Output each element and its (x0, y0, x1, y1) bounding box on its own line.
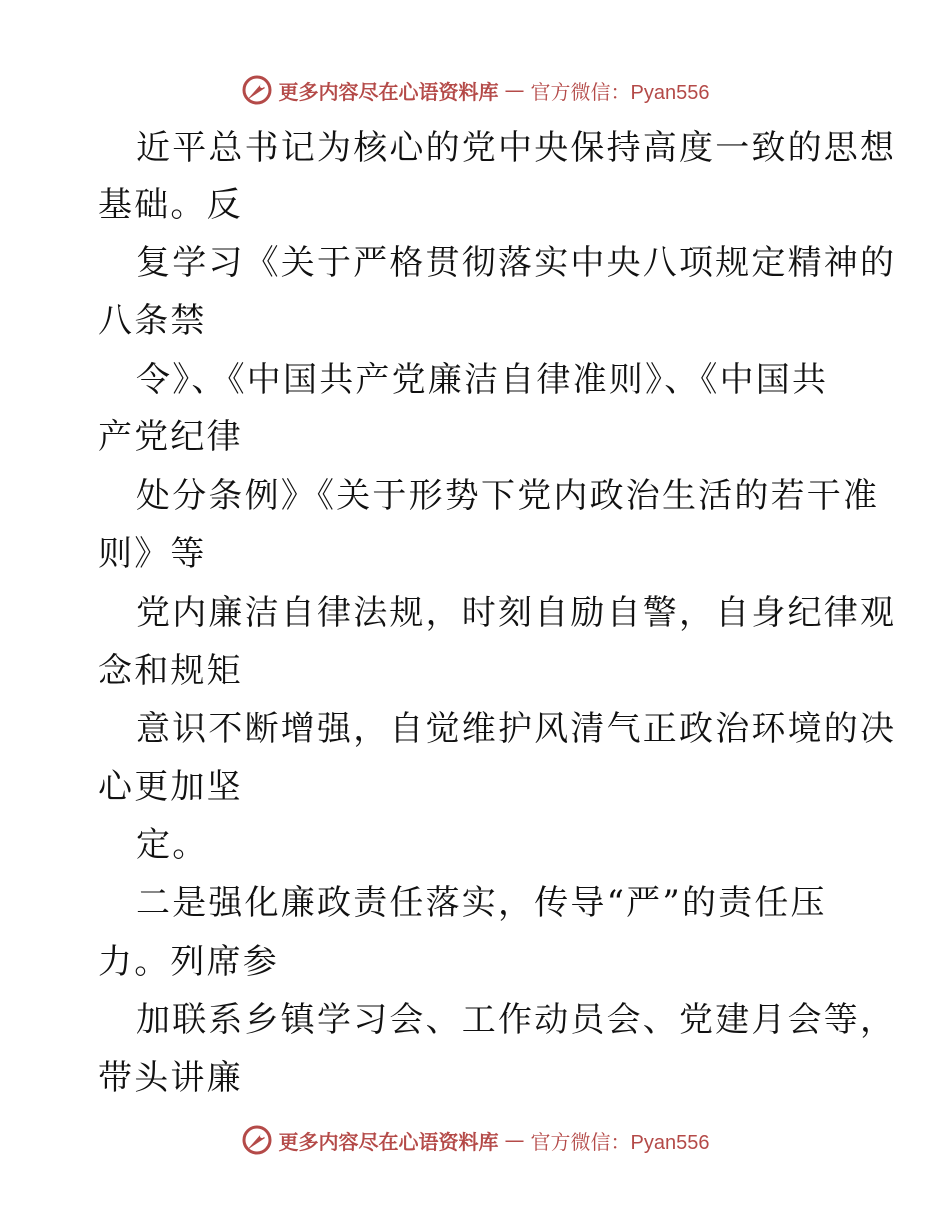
text-line: 加联系乡镇学习会、工作动员会、党建月会等， (136, 1000, 897, 1040)
watermark-text: 更多内容尽在心语资料库 (278, 1129, 499, 1154)
text-line: 二是强化廉政责任落实，传导“严”的责任压 (136, 883, 827, 923)
watermark-account: 官方微信：Pyan556 (530, 81, 710, 104)
text-line: 力。列席参 (98, 942, 279, 982)
watermark-separator: — (504, 78, 525, 102)
text-line: 产党纪律 (98, 417, 243, 457)
text-line: 处分条例》《关于形势下党内政治生活的若干准 (136, 476, 880, 516)
text-line: 复学习《关于严格贯彻落实中央八项规定精神的 (136, 243, 897, 283)
text-line: 令》、《中国共产党廉洁自律准则》、《中国共 (136, 360, 829, 400)
text-line: 近平总书记为核心的党中央保持高度一致的思想 (136, 128, 897, 168)
text-line: 定。 (136, 825, 209, 865)
text-line: 带头讲廉 (98, 1058, 243, 1098)
watermark-separator: — (504, 1128, 525, 1152)
pen-nib-circle-icon (241, 1124, 273, 1156)
text-line: 念和规矩 (98, 651, 243, 691)
footer-watermark (0, 1120, 950, 1160)
text-line: 八条禁 (98, 301, 207, 341)
text-line: 意识不断增强，自觉维护风清气正政治环境的决 (136, 709, 897, 749)
header-watermark (0, 70, 950, 110)
watermark-account: 官方微信：Pyan556 (530, 1131, 710, 1154)
pen-nib-circle-icon (241, 74, 273, 106)
text-line: 基础。反 (98, 185, 243, 225)
text-line: 党内廉洁自律法规，时刻自励自警，自身纪律观 (136, 593, 897, 633)
text-line: 则》等 (98, 534, 207, 574)
watermark-text: 更多内容尽在心语资料库 (278, 79, 499, 104)
text-line: 心更加坚 (98, 767, 243, 807)
